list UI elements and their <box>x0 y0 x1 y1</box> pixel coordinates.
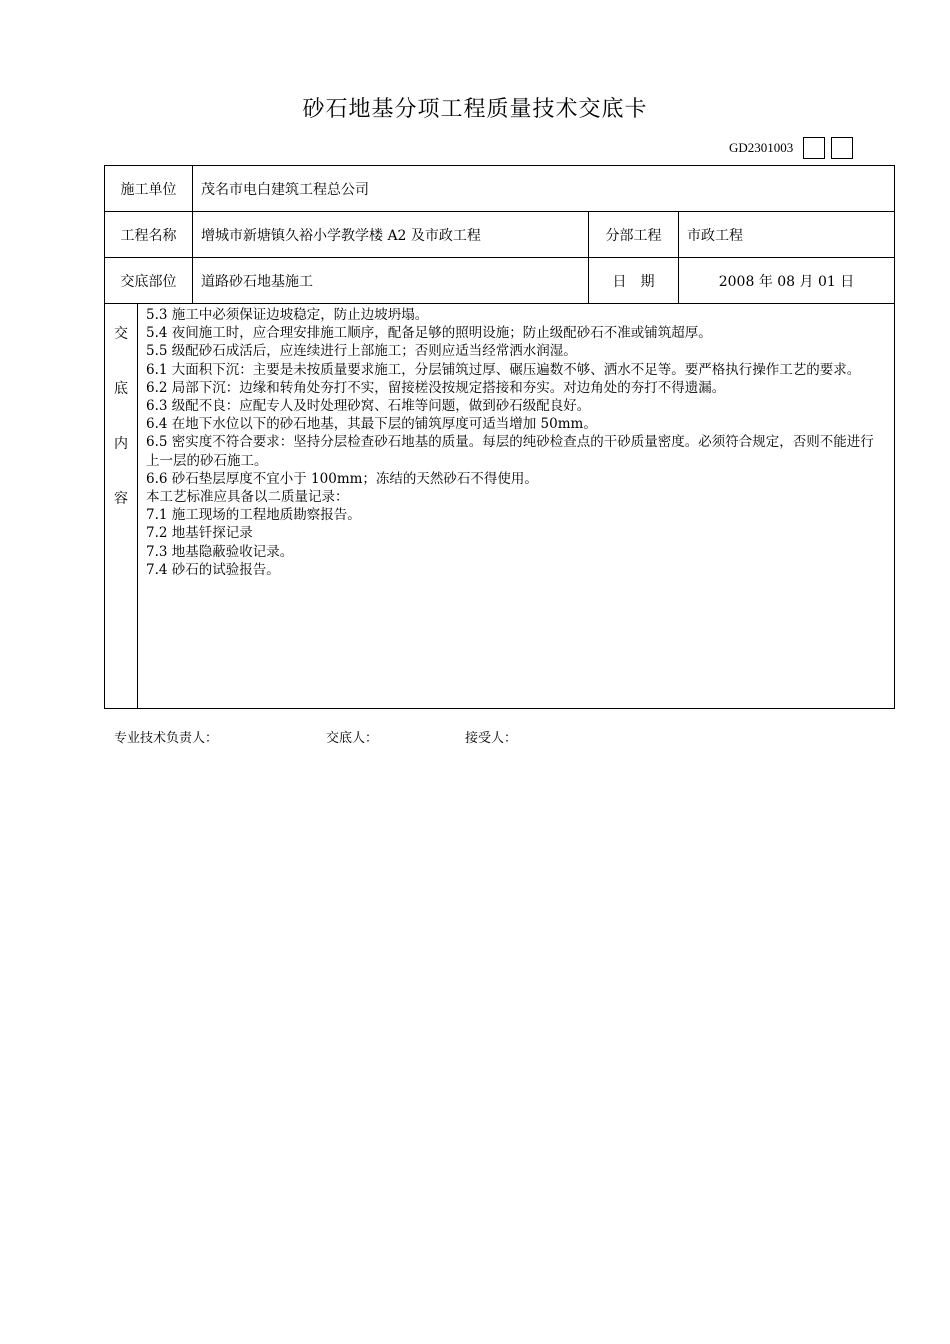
content-label-char: 交 <box>114 326 128 342</box>
subproject-label: 分部工程 <box>589 212 679 258</box>
content-label-char: 内 <box>114 436 128 452</box>
content-line: 6.6 砂石垫层厚度不宜小于 100mm；冻结的天然砂石不得使用。 <box>146 470 538 487</box>
document-code-row <box>729 136 853 160</box>
content-line: 5.5 级配砂石成活后，应连续进行上部施工；否则应适当经常洒水润湿。 <box>146 343 577 360</box>
document-title: 砂石地基分项工程质量技术交底卡 <box>302 97 648 122</box>
content-label-char: 容 <box>114 491 128 507</box>
receiver-signature-label: 接受人： <box>465 731 518 746</box>
row-construction-unit <box>105 166 895 212</box>
project-name-value: 增城市新塘镇久裕小学教学楼 A2 及市政工程 <box>193 212 589 258</box>
content-line: 5.4 夜间施工时，应合理安排施工顺序，配备足够的照明设施；防止级配砂石不准或铺筑超厚。 <box>146 325 712 342</box>
content-line: 6.5 密实度不符合要求：坚持分层检查砂石地基的质量。每层的纯砂检查点的干砂质量密度。必须符合规定，否则不能进行上一层的砂石施工。 <box>146 434 874 469</box>
content-line: 7.4 砂石的试验报告。 <box>146 561 280 578</box>
construction-unit-label: 施工单位 <box>105 166 193 212</box>
code-checkbox-2 <box>831 137 853 159</box>
disclosure-part-label: 交底部位 <box>105 258 193 304</box>
disclosure-part-value: 道路砂石地基施工 <box>193 258 589 304</box>
tech-lead-signature-label: 专业技术负责人： <box>114 731 219 746</box>
content-line: 7.2 地基钎探记录 <box>146 525 253 542</box>
subproject-value: 市政工程 <box>679 212 895 258</box>
document-code: GD2301003 <box>729 140 794 155</box>
content-body <box>138 304 895 709</box>
content-line: 6.3 级配不良：应配专人及时处理砂窝、石堆等问题，做到砂石级配良好。 <box>146 398 591 415</box>
content-line: 7.1 施工现场的工程地质勘察报告。 <box>146 507 361 524</box>
content-line: 6.1 大面积下沉：主要是未按质量要求施工，分层铺筑过厚、碾压遍数不够、洒水不足等。要严格执行操作工艺的要求。 <box>146 361 861 378</box>
project-name-label: 工程名称 <box>105 212 193 258</box>
row-project-name <box>105 212 895 258</box>
construction-unit-value: 茂名市电白建筑工程总公司 <box>193 166 895 212</box>
row-disclosure-content <box>105 304 895 709</box>
code-checkbox-1 <box>803 137 825 159</box>
content-line: 7.3 地基隐蔽验收记录。 <box>146 543 294 560</box>
content-vertical-label <box>105 304 138 709</box>
discloser-signature-label: 交底人： <box>326 731 379 746</box>
content-line: 6.4 在地下水位以下的砂石地基，其最下层的铺筑厚度可适当增加 50mm。 <box>146 416 597 433</box>
content-line: 5.3 施工中必须保证边坡稳定，防止边坡坍塌。 <box>146 307 429 323</box>
disclosure-card-table <box>104 165 895 709</box>
content-line: 本工艺标准应具备以二质量记录： <box>146 489 349 506</box>
date-value: 2008 年 08 月 01 日 <box>679 258 895 304</box>
date-label: 日 期 <box>589 258 679 304</box>
content-label-char: 底 <box>114 381 128 397</box>
content-line: 6.2 局部下沉：边缘和转角处夯打不实，留接槎没按规定搭接和夯实。对边角处的夯打不得遗漏。 <box>146 379 726 396</box>
row-disclosure-part <box>105 258 895 304</box>
